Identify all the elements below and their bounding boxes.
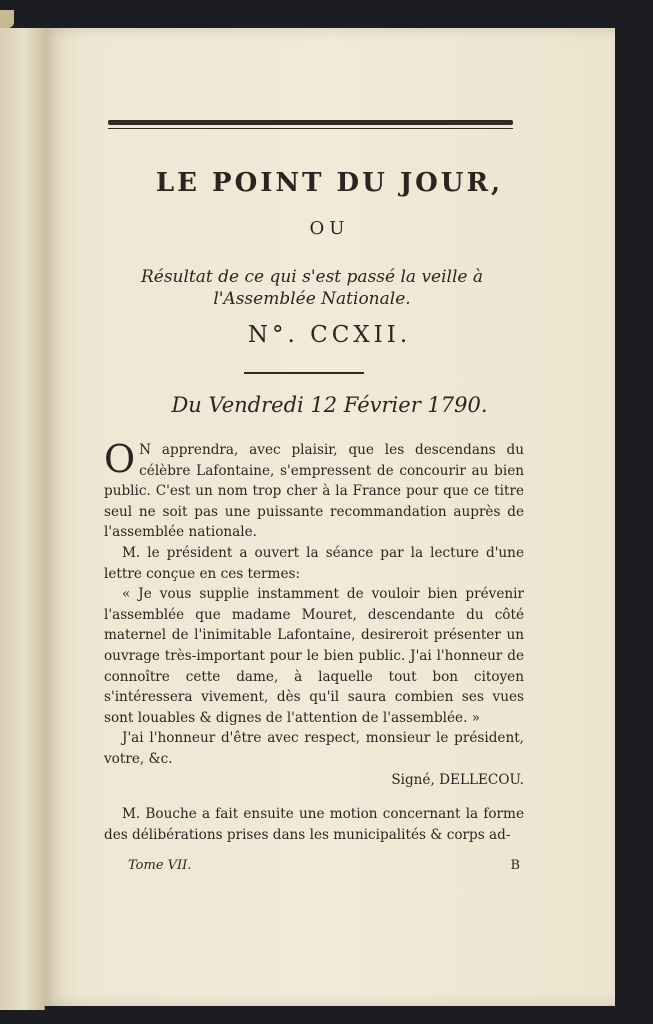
paragraph-2: M. le président a ouvert la séance par la lecture d'une lettre conçue en ces termes:: [104, 544, 524, 582]
subtitle-line-1: Résultat de ce qui s'est passé la veille à: [140, 267, 484, 287]
document-page: [44, 28, 615, 1006]
top-ornamental-rule: [108, 120, 513, 125]
paragraph-1-text: N apprendra, avec plaisir, que les descendans du célèbre Lafontaine, s'empressent de concourir au bien public. C'est un nom trop cher à la France pour que ce titre seul ne soit pas une puissante recommandation auprès de l'assemblée nationale.: [104, 442, 524, 541]
page-title: LE POINT DU JOUR,: [155, 168, 504, 198]
drop-cap: O: [104, 437, 136, 481]
page-footer: [128, 858, 520, 873]
paragraph-1: [104, 437, 524, 543]
previous-page-edge: [0, 28, 45, 1010]
article-body: [104, 437, 524, 845]
issue-date: Du Vendredi 12 Février 1790.: [171, 393, 488, 417]
subtitle-line-2: l'Assemblée Nationale.: [213, 289, 411, 309]
paragraph-4: J'ai l'honneur d'être avec respect, monsieur le président, votre, &c.: [104, 730, 524, 767]
top-thin-rule: [108, 128, 513, 129]
title-conjunction: OU: [309, 218, 350, 239]
section-rule: [244, 372, 364, 374]
signature-mark: B: [510, 858, 520, 873]
signature: Signé, DELLECOU.: [391, 771, 524, 788]
paragraph-5: M. Bouche a fait ensuite une motion concernant la forme des délibérations prises dans les municipalités & corps ad-: [104, 806, 524, 843]
issue-number: N°. CCXII.: [247, 322, 412, 348]
signature-line: [104, 770, 524, 791]
paragraph-3-letter: « Je vous supplie instamment de vouloir bien prévenir l'assemblée que madame Mouret, descendante du côté maternel de l'inimitable Lafontaine, desireroit présenter un ouvrage très-important pour le bien public. J'ai l'honneur de connoître cette dame, à laquelle tout bon citoyen s'intéressera vivement, dès qu'il saura combien ses vues sont louables & dignes de l'attention de l'assemblée. »: [104, 586, 524, 726]
volume-label: Tome VII.: [128, 858, 192, 873]
subtitle: [102, 266, 522, 310]
page-corner: [0, 10, 14, 28]
